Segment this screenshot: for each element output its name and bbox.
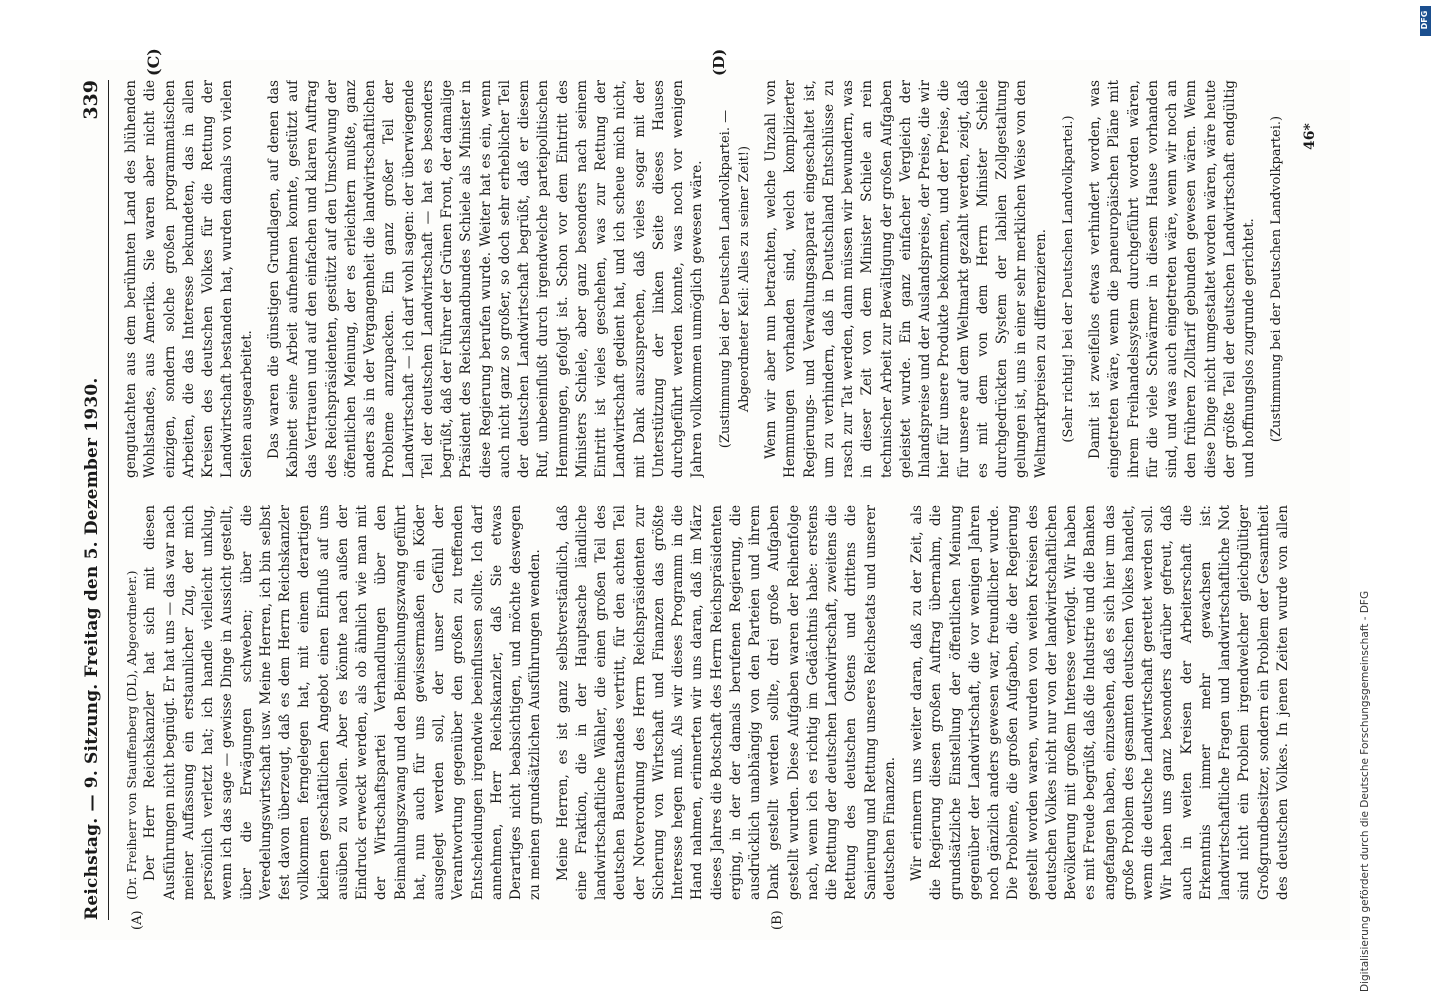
paragraph: Das waren die günstigen Grundlagen, auf denen das Kabinett seine Arbeit aufnehmen konnte, gestützt auf das Vertrauen und auf den einfachen und klaren Auftrag des Reichspräsidenten, gestützt auf den Umschwung der öffentlichen Meinung, der es erleichtern mußte, ganz anders als in der Vergangenheit die landwirtschaftlichen Probleme anzupacken. Ein ganz großer Teil der Landwirtschaft — ich darf wohl sagen: der überwiegende Teil der deutschen Landwirtschaft — hat es besonders begrüßt, daß der Führer der Grünen Front, der damalige Präsident des Reichslandbundes Schiele als Minister in diese Regierung berufen wurde. Weiter hat es ein, wenn auch nicht ganz so großer, so doch sehr erheblicher Teil der deutschen Landwirtschaft begrüßt, daß er diesem Ruf, unbeeinflußt durch irgendwelche parteipolitischen Hemmungen, gefolgt ist. Schon vor dem Eintritt des Ministers Schiele, aber ganz besonders nach seinem Eintritt ist vieles geschehen, was zur Rettung der Landwirtschaft gedient hat, und ich scheue mich nicht, mit Dank auszusprechen, daß vieles sogar mit der Unterstützung der linken Seite dieses Hauses durchgeführt werden konnte, was noch vor wenigen Jahren vollkommen unmöglich gewesen wäre. bbox=[265, 80, 706, 478]
paragraph: Meine Herren, es ist ganz selbstverständlich, daß eine Fraktion, die in der Hauptsache ländliche landwirtschaftliche Wähler, die einen großen Teil des deutschen Bauernstandes vertritt, für den achten Teil der Notverordnung des Herrn Reichspräsidenten zur Sicherung von Wirtschaft und Finanzen das größte Interesse hegen muß. Als wir dieses Programm in die Hand nahmen, erinnerten wir uns daran, daß im März dieses Jahres die Botschaft des Herrn Reichspräsidenten erging, in der der damals berufenen Regierung, die ausdrücklich unabhängig von den Parteien und ihrem Dank gestellt werden sollte, drei große Aufgaben gestellt wurden. Diese Aufgaben waren der Reihenfolge nach, wenn ich es richtig im Gedächtnis habe: erstens die Rettung der deutschen Landwirtschaft, zweitens die Rettung des deutschen Ostens und drittens die Sanierung und Rettung unseres Reichsetats und unserer deutschen Finanzen. bbox=[554, 505, 898, 900]
paragraph: Der Herr Reichskanzler hat sich mit diesen Ausführungen nicht begnügt. Er hat uns — das war nach meiner Auffassung ein erstaunlicher Zug, der mich persönlich verletzt hat; ich handle vielleicht unklug, wenn ich das sage — gewisse Dinge in Aussicht gestellt, über die Erwägungen schweben; über die Veredelungswirtschaft usw. Meine Herren, ich bin selbst fest davon überzeugt, daß es dem Herrn Reichskanzler vollkommen ferngelegen hat, mit einem derartigen kleinen geschäftlichen Angebot einen Einfluß auf uns ausüben zu wollen. Aber es könnte nach außen der Eindruck erweckt werden, als ob ähnlich wie man mit der Wirtschaftspartei Verhandlungen über den Beimahlungszwang und den Beimischungszwang geführt hat, nun auch für uns gewissermaßen ein Köder ausgelegt werden soll, der unser Gefühl der Verantwortung gegenüber den großen zu treffenden Entscheidungen irgendwie beeinflussen sollte. Ich darf annehmen, Herr Reichskanzler, daß Sie etwas Derartiges nicht beabsichtigen, und möchte deswegen zu meinen grundsätzlichen Ausführungen wenden. bbox=[142, 505, 544, 900]
running-title: Reichstag. — 9. Sitzung. Freitag den 5. Dezember 1930. bbox=[82, 377, 102, 920]
paragraph: Wenn wir aber nun betrachten, welche Unzahl von Hemmungen vorhanden sind, welch komplizierter Regierungs- und Verwaltungsapparat eingeschaltet ist, um zu verhindern, daß in Deutschland Entschlüsse zu rasch zur Tat werden, dann müssen wir bewundern, was in dieser Zeit von dem Minister Schiele an rein technischer Arbeit zur Bewältigung der großen Aufgaben geleistet wurde. Ein ganz einfacher Vergleich der Inlandspreise und der Auslandspreise, der Preise, die wir hier für unsere Produkte bekommen, und der Preise, die für unsere auf dem Weltmarkt gezahlt werden, zeigt, daß es mit dem von dem Herrn Minister Schiele durchgedrückten System der labilen Zollgestaltung gelungen ist, uns in einer sehr merklichen Weise von den Weltmarktpreisen zu differenzieren. bbox=[763, 80, 1049, 478]
interjection: (Zustimmung bei der Deutschen Landvolkpartei.) bbox=[1269, 115, 1285, 443]
right-column bbox=[122, 80, 1292, 478]
margin-marker-b: (B) bbox=[770, 910, 785, 930]
page-number: 339 bbox=[80, 80, 102, 120]
margin-marker-c: (C) bbox=[144, 48, 163, 76]
credit-text: Digitalisierung gefördert durch die Deutsche Forschungsgemeinschaft - DFG bbox=[1359, 590, 1371, 992]
paragraph: Damit ist zweifellos etwas verhindert worden, was eingetreten wäre, wenn die paneuropäischen Pläne mit ihrem Freihandelssystem durchgeführt worden wären, für die viele Schwärmer in diesem Hause vorhanden sind, und was auch eingetreten wäre, wenn wir noch an den früheren Zolltarif gebunden gewesen wären. Wenn diese Dinge nicht umgestaltet worden wären, wäre heute der größte Teil der deutschen Landwirtschaft endgültig und hoffnungslos zugrunde gerichtet. bbox=[1087, 80, 1257, 478]
page-header bbox=[78, 80, 109, 920]
paragraph: gengutachten aus dem berühmten Land des blühenden Wohlstandes, aus Amerika. Sie waren aber nicht die einzigen, sondern solche großen programmatischen Arbeiten, die das Interesse bekundeten, das in allen Kreisen des deutschen Volkes für die Rettung der Landwirtschaft bestanden hat, wurden damals von vielen Seiten ausgearbeitet. bbox=[123, 80, 255, 478]
scanned-page bbox=[60, 48, 1350, 940]
interjection: (Zustimmung bei der Deutschen Landvolkpartei. — Abgeordneter Keil: Alles zu seiner Zeit!) bbox=[717, 109, 752, 449]
margin-marker-d: (D) bbox=[710, 48, 728, 76]
dfg-logo-text: DFG bbox=[1420, 10, 1429, 30]
margin-marker-a: (A) bbox=[130, 910, 145, 930]
paragraph: Wir erinnern uns weiter daran, daß zu der Zeit, als die Regierung diesen großen Auftrag übernahm, die grundsätzliche Einstellung der öffentlichen Meinung gegenüber der Landwirtschaft, die vor wenigen Jahren noch gänzlich anders gewesen war, freundlicher wurde. Die Probleme, die großen Aufgaben, die der Regierung gestellt worden waren, wurden von weiten Kreisen des deutschen Volkes nicht nur von der landwirtschaftlichen Bevölkerung mit großem Interesse verfolgt. Wir haben es mit Freude begrüßt, daß die Industrie und die Banken angefangen haben, einzusehen, daß es sich hier um das große Problem des gesamten deutschen Volkes handelt, wenn die deutsche Landwirtschaft gerettet werden soll. Wir haben uns ganz besonders darüber gefreut, daß auch in weiten Kreisen der Arbeiterschaft die Erkenntnis immer mehr gewachsen ist: landwirtschaftliche Fragen und landwirtschaftliche Not sind nicht ein Problem irgendwelcher gleichgültiger Großgrundbesitzer, sondern ein Problem der Gesamtheit des deutschen Volkes. In jenen Zeiten wurde von allen bbox=[909, 505, 1291, 900]
signature-mark: 46* bbox=[1302, 123, 1318, 150]
rotated-page-content bbox=[60, 48, 1350, 940]
interjection: (Sehr richtig! bei der Deutschen Landvolkpartei.) bbox=[1060, 115, 1076, 443]
left-column bbox=[122, 505, 1292, 900]
digitization-credit bbox=[1355, 6, 1425, 994]
dfg-logo bbox=[1420, 6, 1431, 36]
speaker-line: (Dr. Freiherr von Stauffenberg (DL), Abgeordneter.) bbox=[124, 570, 139, 900]
